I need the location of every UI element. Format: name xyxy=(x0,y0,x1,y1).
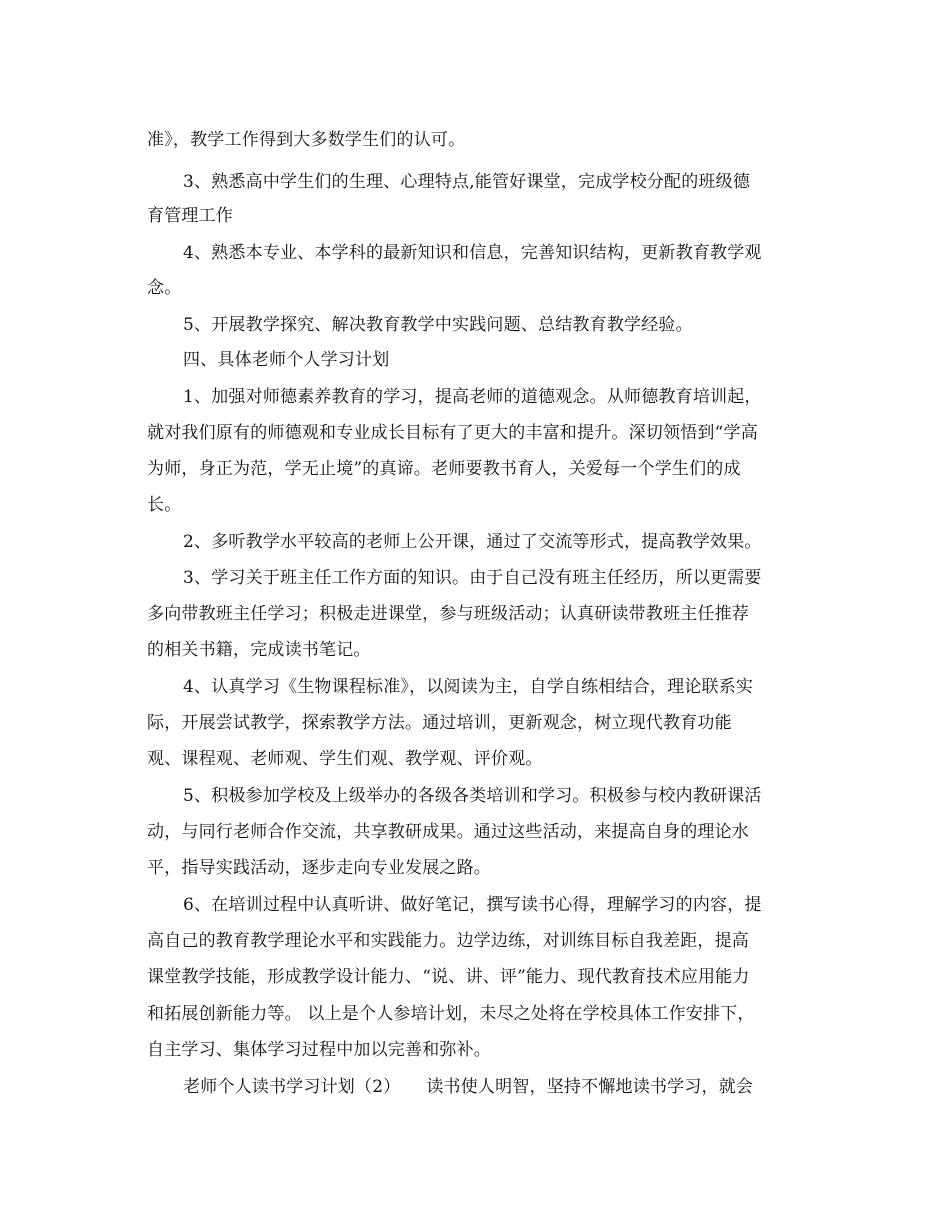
text-line: 6、在培训过程中认真听讲、做好笔记，撰写读书心得，理解学习的内容，提 xyxy=(183,895,762,915)
text-line: 和拓展创新能力等。 以上是个人参培计划，未尽之处将在学校具体工作安排下， xyxy=(147,1004,755,1024)
text-line: 课堂教学技能，形成教学设计能力、“说、讲、评”能力、现代教育技术应用能力 xyxy=(147,967,750,987)
text-line: 5、积极参加学校及上级举办的各级各类培训和学习。积极参与校内教研课活 xyxy=(183,786,762,806)
text-line: 自主学习、集体学习过程中加以完善和弥补。 xyxy=(147,1040,491,1060)
text-line: 3、学习关于班主任工作方面的知识。由于自己没有班主任经历，所以更需要 xyxy=(183,568,762,588)
text-line: 5、开展教学探究、解决教育教学中实践问题、总结教育教学经验。 xyxy=(183,315,693,335)
text-line: 3、熟悉高中学生们的生理、心理特点,能管好课堂，完成学校分配的班级德 xyxy=(183,172,751,192)
text-line: 准》，教学工作得到大多数学生们的认可。 xyxy=(147,130,466,150)
text-line: 育管理工作 xyxy=(147,206,233,226)
text-line: 4、认真学习《生物课程标准》，以阅读为主，自学自练相结合，理论联系实 xyxy=(183,677,754,697)
text-line: 2、多听教学水平较高的老师上公开课，通过了交流等形式，提高教学效果。 xyxy=(183,532,762,552)
text-line: 1、加强对师德素养教育的学习，提高老师的道德观念。从师德教育培训起， xyxy=(183,387,762,407)
section-heading: 四、具体老师个人学习计划 xyxy=(183,350,390,370)
text-line: 的相关书籍，完成读书笔记。 xyxy=(147,640,371,660)
text-line: 长。 xyxy=(147,495,182,515)
text-line: 念。 xyxy=(147,278,182,298)
text-line: 动，与同行老师合作交流，共享教研成果。通过这些活动，来提高自身的理论水 xyxy=(147,822,749,842)
text-line: 平，指导实践活动，逐步走向专业发展之路。 xyxy=(147,858,491,878)
text-line: 观、课程观、老师观、学生们观、教学观、评价观。 xyxy=(147,749,543,769)
text-line: 就对我们原有的师德观和专业成长目标有了更大的丰富和提升。深切领悟到“学高 xyxy=(147,423,758,443)
text-line: 老师个人读书学习计划（2） 读书使人明智，坚持不懈地读书学习，就会 xyxy=(183,1077,754,1097)
text-line: 高自己的教育教学理论水平和实践能力。边学边练，对训练目标自我差距，提高 xyxy=(147,931,749,951)
text-line: 多向带教班主任学习；积极走进课堂，参与班级活动；认真研读带教班主任推荐 xyxy=(147,604,749,624)
text-line: 4、熟悉本专业、本学科的最新知识和信息，完善知识结构，更新教育教学观 xyxy=(183,243,762,263)
text-line: 为师，身正为范，学无止境”的真谛。老师要教书育人，关爱每一个学生们的成 xyxy=(147,459,741,479)
text-line: 际，开展尝试教学，探索教学方法。通过培训，更新观念，树立现代教育功能 xyxy=(147,713,732,733)
